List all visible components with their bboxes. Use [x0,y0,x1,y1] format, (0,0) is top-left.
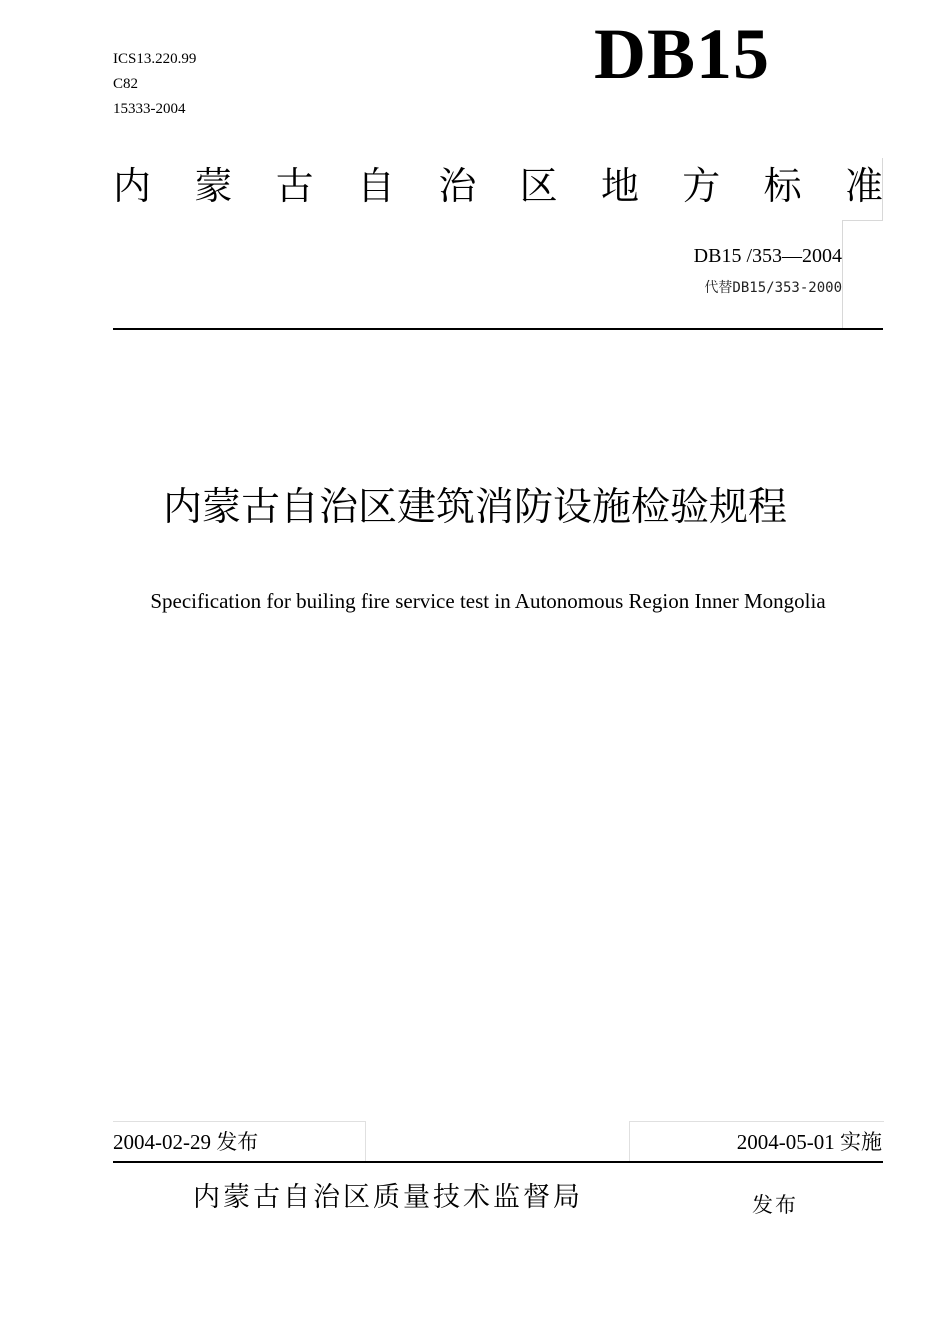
publish-date: 2004-02-29 发布 [113,1130,259,1154]
frame-box-decoration [842,158,883,221]
issuing-authority: 内蒙古自治区质量技术监督局 [193,1182,583,1213]
ics-code: ICS13.220.99 [113,51,197,67]
standard-type-char: 治 [438,163,477,208]
standard-type-char: 准 [844,163,883,208]
frame-line-decoration [842,220,843,328]
record-number: 15333-2004 [113,101,186,117]
standard-type-title [113,157,883,207]
ccs-code: C82 [113,76,139,92]
document-number: DB15 /353—2004 [693,245,842,267]
top-divider [113,328,883,330]
standard-type-char: 方 [682,163,721,208]
implement-date: 2004-05-01 实施 [736,1130,882,1154]
bottom-divider [113,1161,883,1163]
standard-type-char: 地 [600,163,639,208]
issue-label: 发布 [752,1193,798,1217]
standard-type-char: 自 [356,163,395,208]
standard-type-char: 蒙 [194,163,233,208]
standard-type-char: 内 [113,163,152,208]
standard-code: DB15 [594,14,771,94]
standard-type-char: 标 [763,163,802,208]
replaces-standard: 代替DB15/353-2000 [704,280,842,296]
standard-type-char: 区 [519,163,558,208]
standard-type-char: 古 [275,163,314,208]
document-title-chinese: 内蒙古自治区建筑消防设施检验规程 [162,485,787,530]
document-title-english: Specification for builing fire service test in Autonomous Region Inner Mongolia [150,589,826,613]
